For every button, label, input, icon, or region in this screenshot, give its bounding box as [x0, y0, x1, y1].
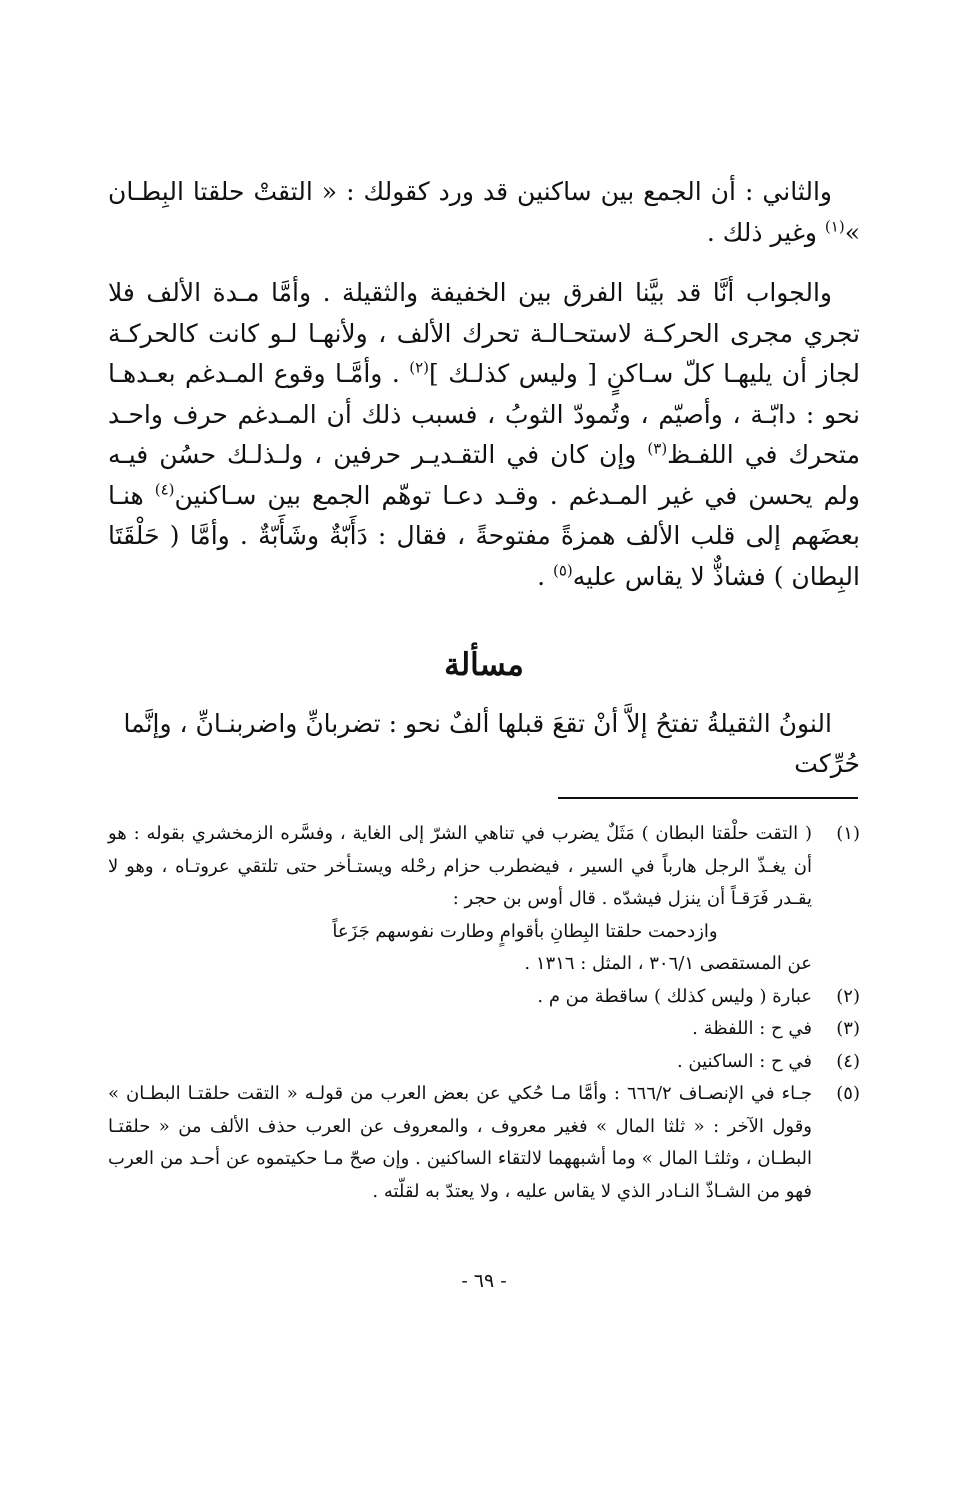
- footnote-divider: [558, 797, 858, 799]
- footnote-number: (٣): [836, 1018, 860, 1039]
- footnote-text: ( التقت حلْقتا البطان ) مَثَلٌ يضرب في تناهي الشرّ إلى الغاية ، وفسَّره الزمخشري بقوله : هو أن يغـذّ الرجل هارباً في السير ، فيضطرب حزام رحْله ويستـأخر حتى تلتقي عروتـاه ، وهو لا يقـدر فَرَقـاً أن ينزل فيشدّه . قال أوس بن حجر :: [108, 823, 812, 909]
- footnote-text: عبارة ( وليس كذلك ) ساقطة من م .: [537, 985, 812, 1007]
- paragraph-1: [108, 172, 860, 253]
- footnote-ref[interactable]: (٣): [647, 439, 668, 458]
- footnote-3: [108, 1013, 860, 1046]
- paragraph-text: . وأمَّـا وقوع المـدغم بعـدهـا نحو : دابّـة ، وأصيّم ، وتُمودّ الثوبُ ، فسبب ذلك أن المـدغم حرف واحـد متحرك في اللفـظ: [108, 359, 860, 469]
- footnote-ref[interactable]: (٤): [154, 480, 175, 499]
- paragraph-text: والجواب أنَّا قد بيَّنا الفرق بين الخفيفة والثقيلة . وأمَّا مـدة الألف فلا تجري مجرى الحركـة لاستحـالـة تحرك الألف ، ولأنهـا لـو كانت كالحركـة لجاز أن يليهـا كلّ سـاكنٍ [ وليس كذلـك ]: [108, 278, 861, 388]
- footnote-text: جـاء في الإنصـاف ٦٦٦/٢ : وأمَّا مـا حُكي عن بعض العرب من قولـه « التقت حلقتـا البطـان » وقول الآخر : « ثلثا المال » فغير معروف ، والمعروف عن العرب حذف الألف من « حلقتـا البطـان ، وثلثـا المال » وما أشبههما لالتقاء الساكنين . وإن صحّ مـا حكيتموه عن أحـد من العرب فهو من الشـاذّ النـادر الذي لا يقاس عليه ، ولا يعتدّ به لقلّته .: [108, 1083, 812, 1202]
- footnote-ref[interactable]: (١): [824, 217, 845, 236]
- footnote-5: [108, 1078, 860, 1208]
- paragraph-text: وغير ذلك .: [706, 217, 825, 247]
- paragraph-text: هنـا بعضَهم إلى قلب الألف همزةً مفتوحةً ، فقال : دَأَبّةٌ وشَأَبّةٌ . وأمَّا ( حَلْقَتَا البِطان ) فشاذٌّ لا يقاس عليه: [108, 480, 860, 591]
- footnote-ref[interactable]: (٢): [409, 358, 430, 377]
- footnote-verse: وازدحمت حلقتا البِطانِ بأقوامٍ وطارت نفوسهم جَزَعاً: [332, 920, 718, 942]
- section-heading: مسألة: [444, 647, 524, 683]
- footnote-number: (١): [836, 823, 860, 844]
- footnote-1: [108, 818, 860, 981]
- page-number: - ٦٩ -: [461, 1270, 507, 1292]
- footnote-number: (٤): [836, 1050, 860, 1072]
- footnote-number: (٢): [836, 985, 860, 1007]
- paragraph-text: والثاني : أن الجمع بين ساكنين قد ورد كقولك : « التقتْ حلقتا البِطـان »: [108, 177, 860, 247]
- paragraph-text: وإن كان في التقـديـر حرفين ، ولـذلـك حسُن فيـه ولم يحسن في غير المـدغم . وقـد دعـا توهّم الجمع بين سـاكنين: [108, 440, 860, 510]
- footnote-ref[interactable]: (٥): [552, 561, 573, 580]
- paragraph-2: [108, 273, 860, 597]
- footnote-text: في ح : الساكنين .: [676, 1050, 812, 1072]
- paragraph-text: .: [537, 561, 553, 591]
- footnote-2: [108, 981, 860, 1014]
- footnote-body: [108, 818, 812, 981]
- footnote-4: [108, 1046, 860, 1079]
- footnote-number: (٥): [836, 1083, 860, 1104]
- footnote-text: في ح : اللفظة .: [692, 1018, 812, 1039]
- main-text: [108, 172, 860, 597]
- section-paragraph: النونُ الثقيلةُ تفتحُ إلاَّ أنْ تقعَ قبلها ألفٌ نحو : تضربانِّ واضربنـانِّ ، وإنَّما حُرِّكت: [123, 709, 860, 778]
- footnote-source: عن المستقصى ٣٠٦/١ ، المثل : ١٣١٦ .: [524, 953, 812, 974]
- footnotes: [108, 818, 860, 1208]
